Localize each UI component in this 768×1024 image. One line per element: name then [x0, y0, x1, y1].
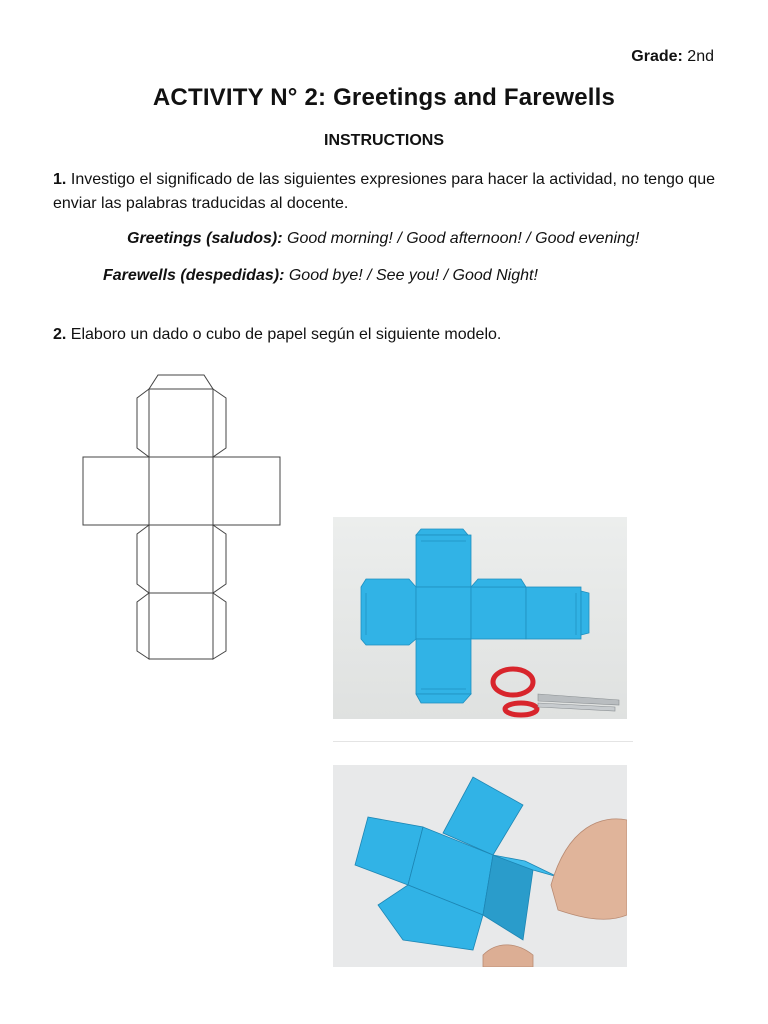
net-tab-left-2 [137, 525, 149, 593]
step-2-text: Elaboro un dado o cubo de papel según el siguiente modelo. [70, 326, 502, 343]
net-face-top [149, 389, 213, 457]
greetings-text: Good morning! / Good afternoon! / Good evening! [287, 230, 640, 247]
net-tab-left-1 [137, 389, 149, 457]
net-tab-left-3 [137, 593, 149, 659]
farewells-label: Farewells (despedidas): [103, 267, 285, 284]
net-face-right [213, 457, 280, 525]
step-2-number: 2. [53, 326, 67, 343]
step-1-text: Investigo el significado de las siguientes expresiones para hacer la actividad, no tengo que enviar las palabras traducidas al docente. [53, 171, 715, 212]
net-tab-right-2 [213, 525, 226, 593]
greetings-line [127, 230, 639, 248]
step-2 [53, 326, 501, 344]
net-face-center [149, 457, 213, 525]
divider [333, 741, 633, 742]
step-1 [53, 168, 715, 216]
cube-net-diagram [78, 370, 288, 665]
net-top-tab [149, 375, 213, 389]
photo-flat-net [333, 517, 627, 719]
farewells-text: Good bye! / See you! / Good Night! [288, 267, 538, 284]
grade-line [631, 48, 714, 66]
step-1-number: 1. [53, 171, 67, 188]
greetings-label: Greetings (saludos): [127, 230, 283, 247]
net-face-back [149, 593, 213, 659]
net-face-bottom [149, 525, 213, 593]
net-face-left [83, 457, 149, 525]
net-tab-right-1 [213, 389, 226, 457]
net-tab-right-3 [213, 593, 226, 659]
grade-label: Grade: [631, 48, 683, 65]
farewells-line [103, 267, 538, 285]
instructions-heading: INSTRUCTIONS [324, 132, 444, 149]
grade-value: 2nd [687, 48, 714, 65]
photo-folding-net [333, 765, 627, 967]
page-title: ACTIVITY N° 2: Greetings and Farewells [152, 84, 616, 111]
